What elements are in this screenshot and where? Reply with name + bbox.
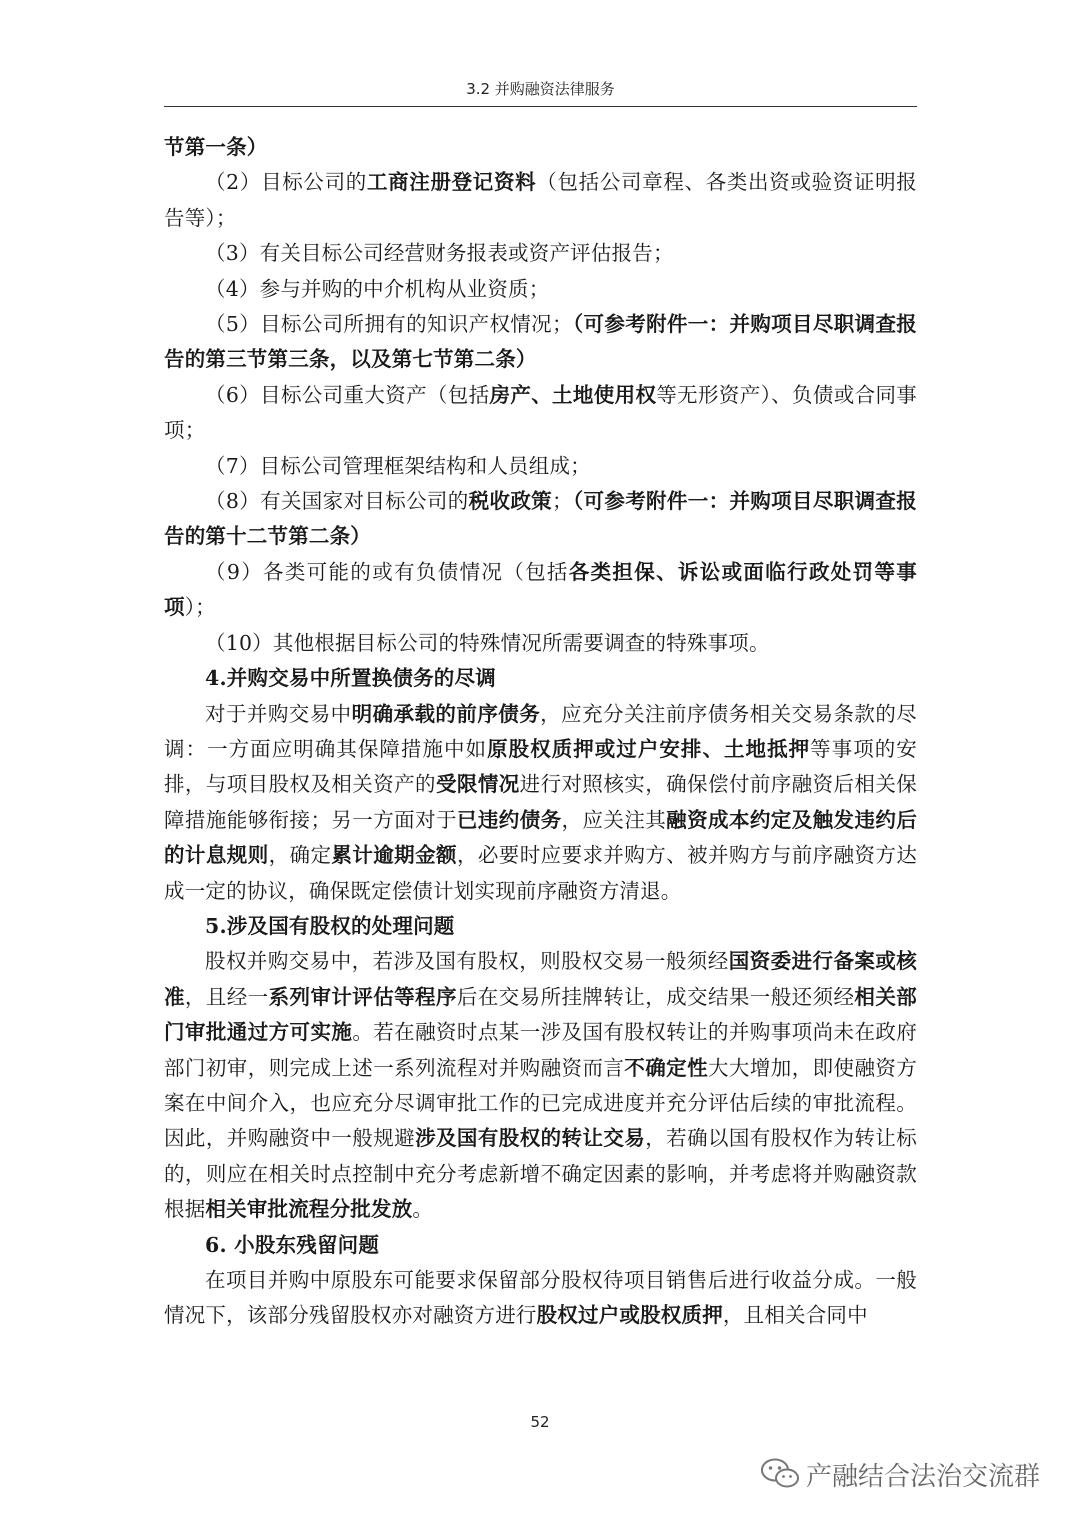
paragraph bbox=[164, 272, 917, 307]
bold-text: 股权过户或股权质押 bbox=[536, 1303, 723, 1328]
paragraph bbox=[164, 1263, 917, 1334]
text-run: （7）目标公司管理框架结构和人员组成； bbox=[205, 453, 591, 478]
section-heading bbox=[164, 1228, 917, 1263]
section-heading bbox=[164, 909, 917, 944]
bold-text: 不确定性 bbox=[624, 1055, 708, 1080]
bold-text: 明确承载的前序债务 bbox=[351, 701, 541, 726]
paragraph bbox=[164, 378, 917, 449]
paragraph bbox=[164, 130, 917, 165]
bold-text: 原股权质押或过户安排、土地抵押 bbox=[487, 736, 811, 761]
page-header-title: 3.2 并购融资法律服务 bbox=[466, 80, 615, 98]
text-run: 后在交易所挂牌转让，成交结果一般还须经 bbox=[456, 984, 855, 1009]
text-run: 4.并购交易中所置换债务的尽调 bbox=[205, 666, 496, 691]
paragraph bbox=[164, 626, 917, 661]
text-run: 股权并购交易中，若涉及国有股权，则股权交易一般须经 bbox=[205, 949, 729, 974]
text-run: （6）目标公司重大资产（包括 bbox=[205, 382, 490, 407]
text-run: 进行对照核实，确保偿付前序融资后相关保障措施能够衔接；另一方面对于 bbox=[164, 772, 917, 832]
paragraph bbox=[164, 484, 917, 555]
paragraph bbox=[164, 165, 917, 236]
paragraph bbox=[164, 944, 917, 1227]
bold-text: 融资成本约定及触发违约后的计息规则 bbox=[164, 807, 918, 868]
text-run: ）； bbox=[184, 595, 216, 620]
watermark bbox=[760, 1454, 1040, 1494]
text-run: 6. 小股东残留问题 bbox=[205, 1232, 380, 1257]
bold-text: 相关部门审批通过方可实施 bbox=[164, 984, 917, 1045]
paragraph bbox=[164, 307, 917, 378]
header-divider bbox=[164, 106, 917, 107]
page-number: 52 bbox=[530, 1413, 550, 1431]
bold-text: 累计逾期金额 bbox=[331, 843, 457, 868]
text-run: 等事项的安排，与项目股权及相关资产的 bbox=[164, 736, 918, 797]
text-run: ； bbox=[552, 489, 573, 514]
text-run: 大大增加，即使融资方案在中间介入，也应充分尽调审批工作的已完成进度并充分评估后续的审批流程。因此，并购融资中一般规避 bbox=[164, 1055, 918, 1151]
text-run: 等无形资产）、负债或合同事项； bbox=[164, 382, 917, 443]
bold-text: 相关审批流程分批发放 bbox=[205, 1197, 413, 1222]
document-body bbox=[164, 130, 917, 1334]
text-run: ，若确以国有股权作为转让标的，则应在相关时点控制中充分考虑新增不确定因素的影响，并考虑将并购融资款根据 bbox=[164, 1126, 918, 1222]
paragraph bbox=[164, 449, 917, 484]
text-run: 。 bbox=[412, 1197, 434, 1222]
bold-text: 税收政策 bbox=[468, 489, 553, 514]
bold-text: 工商注册登记资料 bbox=[366, 170, 537, 195]
text-run: （3）有关目标公司经营财务报表或资产评估报告； bbox=[205, 241, 674, 266]
text-run: （10）其他根据目标公司的特殊情况所需要调查的特殊事项。 bbox=[205, 630, 770, 655]
text-run: 。若在融资时点某一涉及国有股权转让的并购事项尚未在政府部门初审，则完成上述一系列流程对并购融资而言 bbox=[164, 1020, 917, 1080]
section-heading bbox=[164, 661, 917, 696]
bold-text: 国资委进行备案或核准 bbox=[164, 949, 917, 1009]
text-run: ，必要时应要求并购方、被并购方与前序融资方达成一定的协议，确保既定偿债计划实现前序融资方清退。 bbox=[164, 843, 918, 903]
paragraph bbox=[164, 555, 917, 626]
bold-text: 各类担保、诉讼或面临行政处罚等事项 bbox=[164, 559, 917, 620]
bold-text: 涉及国有股权的转让交易 bbox=[415, 1126, 646, 1151]
text-run: ，应关注其 bbox=[561, 807, 667, 832]
bold-text: （可参考附件一：并购项目尽职调查报告的第三节第三条，以及第七节第二条） bbox=[164, 312, 917, 372]
text-run: 对于并购交易中 bbox=[205, 701, 352, 726]
text-run: （9）各类可能的或有负债情况（包括 bbox=[205, 559, 569, 584]
text-run: 5.涉及国有股权的处理问题 bbox=[205, 913, 455, 938]
text-run: 在项目并购中原股东可能要求保留部分股权待项目销售后进行收益分成。一般情况下，该部分残留股权亦对融资方进行 bbox=[164, 1268, 917, 1328]
bold-text: 已违约债务 bbox=[456, 807, 562, 832]
bold-text: 系列审计评估等程序 bbox=[268, 984, 457, 1009]
bold-text: 房产、土地使用权 bbox=[489, 382, 657, 407]
text-run: （5）目标公司所拥有的知识产权情况； bbox=[205, 312, 573, 337]
paragraph bbox=[164, 697, 917, 909]
text-run: ，确定 bbox=[268, 843, 332, 868]
bold-text: 节第一条） bbox=[164, 135, 268, 159]
text-run: ，且经一 bbox=[184, 984, 269, 1009]
text-run: （4）参与并购的中介机构从业资质； bbox=[205, 276, 550, 301]
text-run: （8）有关国家对目标公司的 bbox=[205, 489, 469, 514]
wechat-icon bbox=[760, 1457, 800, 1491]
text-run: （包括公司章程、各类出资或验资证明报告等）； bbox=[164, 170, 917, 230]
bold-text: 受限情况 bbox=[435, 772, 520, 797]
watermark-text: 产融结合法治交流群 bbox=[806, 1461, 1041, 1492]
paragraph bbox=[164, 236, 917, 271]
bold-text: （可参考附件一：并购项目尽职调查报告的第十二节第二条） bbox=[164, 489, 917, 549]
text-run: ，且相关合同中 bbox=[722, 1303, 868, 1328]
text-run: ，应充分关注前序债务相关交易条款的尽调：一方面应明确其保障措施中如 bbox=[164, 701, 917, 761]
text-run: （2）目标公司的 bbox=[205, 170, 367, 195]
